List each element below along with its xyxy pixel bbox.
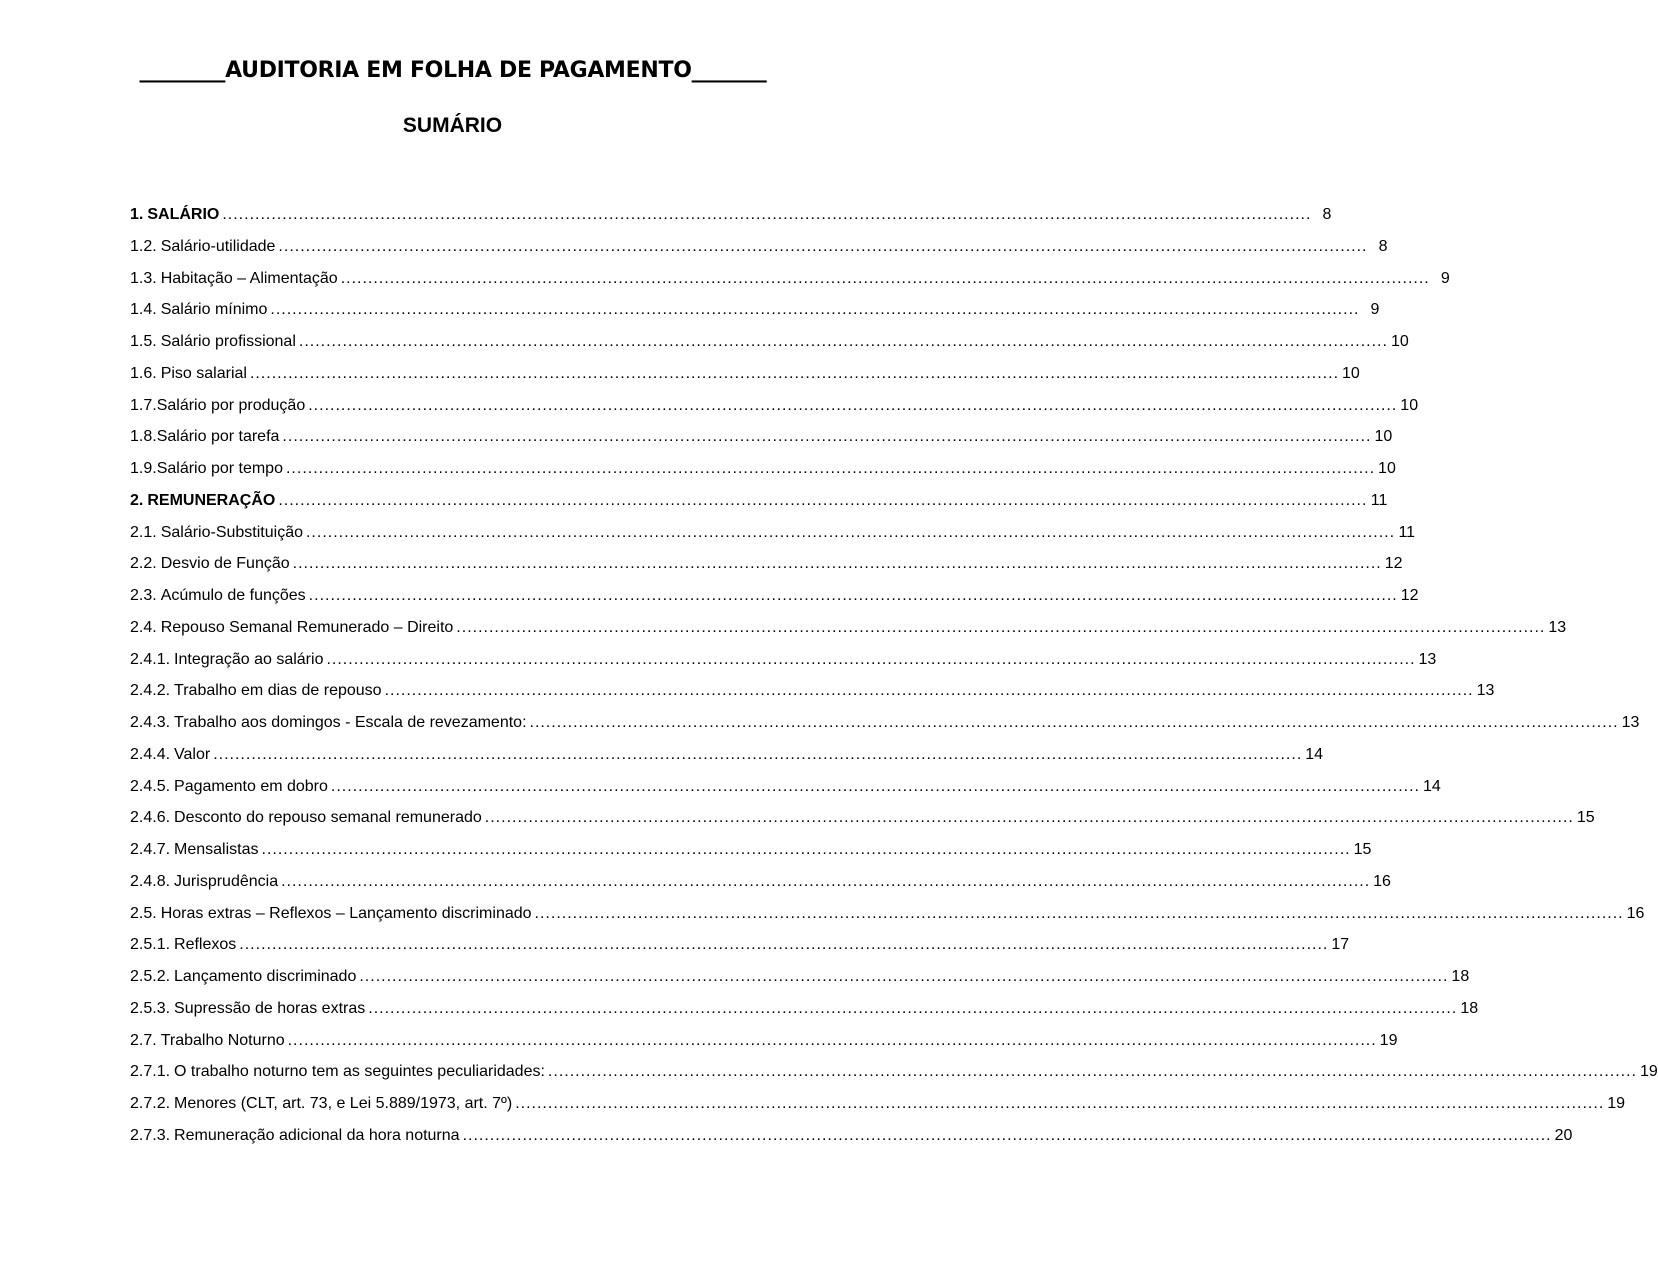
toc-entry-page: 13 [1418, 650, 1437, 668]
toc-entry-number: 2.4.1. [130, 650, 171, 668]
toc-entry[interactable] [130, 931, 1350, 963]
dot-leader: ........................................................................................................................................................................................................ [529, 714, 1619, 731]
dot-leader: ........................................................................................................................................................................................................ [213, 745, 1303, 763]
toc-entry-label: Salário por produção [156, 396, 306, 414]
dot-leader: ........................................................................................................................................................................................................ [278, 237, 1368, 255]
dot-leader: ........................................................................................................................................................................................................ [308, 396, 1398, 414]
toc-entry-label: Trabalho em dias de repouso [174, 682, 382, 700]
toc-entry-page: 11 [1370, 491, 1388, 509]
dot-leader: ........................................................................................................................................................................................................ [285, 460, 1376, 477]
dot-leader: ........................................................................................................................................................................................................ [298, 333, 1388, 350]
toc-entry-label: Integração ao salário [174, 650, 324, 668]
dot-leader: ........................................................................................................................................................................................................ [308, 587, 1398, 604]
toc-entry[interactable] [130, 836, 1372, 868]
toc-entry-label: Valor [174, 745, 211, 763]
dot-leader: ........................................................................................................................................................................................................ [282, 428, 1372, 446]
toc-entry-label: Remuneração adicional da hora noturna [174, 1126, 460, 1144]
toc-entry[interactable] [130, 995, 1479, 1027]
toc-entry[interactable] [130, 1090, 1626, 1122]
dot-leader: ........................................................................................................................................................................................................ [261, 841, 1351, 858]
dot-leader: ........................................................................................................................................................................................................ [287, 1031, 1377, 1049]
toc-entry-number: 2.7.3. [130, 1126, 171, 1144]
toc-entry-label: Jurisprudência [174, 872, 279, 890]
toc-entry-page: 19 [1639, 1063, 1658, 1081]
toc-entry[interactable] [130, 455, 1396, 487]
toc-entry-label: Salário por tarefa [156, 428, 280, 446]
toc-entry-number: 1.7. [130, 396, 157, 414]
page-title: SUMÁRIO [402, 114, 503, 137]
toc-entry[interactable] [130, 868, 1391, 900]
toc-entry[interactable] [130, 423, 1393, 455]
toc-entry-label: O trabalho noturno tem as seguintes peculiaridades: [174, 1063, 545, 1081]
toc-entry-number: 2.7.2. [130, 1095, 171, 1112]
dot-leader: ........................................................................................................................................................................................................ [249, 364, 1340, 382]
toc-entry-page: 19 [1379, 1031, 1398, 1049]
toc-entry-page: 18 [1460, 999, 1479, 1017]
toc-entry-page: 16 [1373, 872, 1391, 890]
toc-entry[interactable] [130, 741, 1324, 773]
dot-leader: ........................................................................................................................................................................................................ [340, 269, 1430, 287]
table-of-contents [130, 201, 1658, 1154]
toc-entry-number: 2.4.4. [130, 745, 171, 763]
toc-entry-number: 2.4.3. [130, 714, 171, 731]
toc-entry-number: 2.4.7. [130, 841, 171, 858]
toc-entry-label: Acúmulo de funções [160, 587, 306, 604]
toc-entry-label: Salário mínimo [160, 301, 268, 319]
toc-entry-label: Reflexos [174, 936, 237, 954]
toc-entry-number: 2.5.1. [130, 936, 171, 954]
dot-leader: ........................................................................................................................................................................................................ [292, 555, 1382, 573]
toc-entry[interactable] [130, 677, 1495, 709]
toc-entry[interactable] [130, 392, 1419, 424]
toc-entry-label: REMUNERAÇÃO [147, 491, 276, 509]
toc-entry-label: Desvio de Função [160, 555, 290, 573]
toc-entry-label: Salário profissional [160, 333, 296, 350]
toc-entry[interactable] [130, 1122, 1573, 1154]
toc-entry-label: Horas extras – Reflexos – Lançamento discriminado [160, 904, 532, 922]
toc-entry-page: 12 [1400, 587, 1419, 604]
toc-entry-number: 2.4. [130, 618, 157, 636]
dot-leader: ........................................................................................................................................................................................................ [281, 872, 1371, 890]
dot-leader: ........................................................................................................................................................................................................ [326, 650, 1416, 668]
toc-entry-page: 9 [1370, 301, 1380, 319]
toc-entry-number: 1.9. [130, 460, 157, 477]
toc-entry-page: 15 [1353, 841, 1372, 858]
dot-leader: ........................................................................................................................................................................................................ [239, 936, 1329, 954]
toc-entry-number: 2.7. [130, 1031, 157, 1049]
toc-entry-page: 10 [1342, 364, 1360, 382]
toc-entry-page: 12 [1384, 555, 1403, 573]
dot-leader: ........................................................................................................................................................................................................ [359, 968, 1449, 985]
toc-entry-number: 2.7.1. [130, 1063, 171, 1081]
toc-entry-number: 2.4.5. [130, 777, 171, 795]
toc-entry-label: Habitação – Alimentação [160, 269, 338, 287]
dot-leader: ........................................................................................................................................................................................................ [305, 523, 1396, 541]
toc-entry-number: 2.4.8. [130, 872, 171, 890]
toc-entry-label: Pagamento em dobro [174, 777, 328, 795]
toc-entry-label: Repouso Semanal Remunerado – Direito [160, 618, 454, 636]
toc-entry-page: 17 [1331, 936, 1350, 954]
toc-entry-page: 19 [1607, 1095, 1626, 1112]
toc-entry-label: Salário-utilidade [160, 237, 276, 255]
toc-entry-number: 1.5. [130, 333, 157, 350]
toc-entry-page: 9 [1440, 269, 1450, 287]
toc-entry-page: 8 [1322, 206, 1332, 223]
toc-entry-number: 2.4.2. [130, 682, 171, 700]
toc-entry[interactable] [130, 773, 1441, 805]
toc-entry[interactable] [130, 582, 1419, 614]
dot-leader: ........................................................................................................................................................................................................ [484, 809, 1574, 827]
toc-entry-number: 2.2. [130, 555, 157, 573]
toc-entry-number: 1.6. [130, 364, 157, 382]
toc-entry-label: Mensalistas [174, 841, 259, 858]
dot-leader: ........................................................................................................................................................................................................ [270, 301, 1360, 319]
dot-leader: ........................................................................................................................................................................................................ [462, 1126, 1552, 1144]
dot-leader: ........................................................................................................................................................................................................ [547, 1063, 1637, 1081]
toc-entry[interactable] [130, 360, 1360, 392]
toc-entry[interactable] [130, 804, 1595, 836]
toc-entry-page: 16 [1626, 904, 1645, 922]
toc-entry[interactable] [130, 646, 1437, 678]
toc-entry[interactable] [130, 963, 1470, 995]
dot-leader: ........................................................................................................................................................................................................ [222, 206, 1312, 223]
dot-leader: ........................................................................................................................................................................................................ [456, 618, 1546, 636]
toc-entry-page: 10 [1400, 396, 1419, 414]
toc-entry-label: Supressão de horas extras [174, 999, 366, 1017]
toc-entry-label: Trabalho aos domingos - Escala de revezamento: [174, 714, 527, 731]
toc-entry-number: 1.3. [130, 269, 157, 287]
toc-entry-page: 10 [1374, 428, 1393, 446]
toc-entry-number: 2.5.3. [130, 999, 171, 1017]
dot-leader: ........................................................................................................................................................................................................ [384, 682, 1474, 700]
toc-entry-page: 10 [1378, 460, 1396, 477]
dot-leader: ........................................................................................................................................................................................................ [368, 999, 1458, 1017]
toc-entry-number: 2.5. [130, 904, 157, 922]
toc-entry[interactable] [130, 1027, 1398, 1059]
toc-entry-page: 13 [1548, 618, 1567, 636]
toc-entry-label: Lançamento discriminado [174, 968, 357, 985]
toc-entry-label: Menores (CLT, art. 73, e Lei 5.889/1973, art. 7º) [174, 1095, 513, 1112]
toc-entry[interactable] [130, 614, 1567, 646]
toc-entry-number: 2. [130, 491, 144, 509]
toc-entry-page: 14 [1422, 777, 1441, 795]
toc-entry-number: 2.5.2. [130, 968, 171, 985]
toc-entry-page: 10 [1390, 333, 1409, 350]
dot-leader: ........................................................................................................................................................................................................ [534, 904, 1624, 922]
dot-leader: ........................................................................................................................................................................................................ [515, 1095, 1605, 1112]
toc-entry-page: 18 [1451, 968, 1470, 985]
toc-entry[interactable] [130, 550, 1403, 582]
running-header: ________AUDITORIA EM FOLHA DE PAGAMENTO_______ [139, 58, 767, 83]
toc-entry-label: Piso salarial [160, 364, 247, 382]
toc-entry-label: Salário por tempo [156, 460, 283, 477]
toc-entry-number: 1.8. [130, 428, 157, 446]
toc-entry-number: 2.1. [130, 523, 157, 541]
toc-entry[interactable] [130, 709, 1640, 741]
toc-entry-label: Desconto do repouso semanal remunerado [174, 809, 482, 827]
toc-entry-number: 1.2. [130, 237, 157, 255]
toc-entry[interactable] [130, 900, 1645, 932]
dot-leader: ........................................................................................................................................................................................................ [330, 777, 1420, 795]
dot-leader: ........................................................................................................................................................................................................ [278, 491, 1368, 509]
toc-entry-label: SALÁRIO [147, 206, 220, 223]
toc-entry-number: 2.4.6. [130, 809, 171, 827]
toc-entry[interactable] [130, 233, 1388, 265]
toc-entry-label: Trabalho Noturno [160, 1031, 285, 1049]
toc-entry-page: 15 [1576, 809, 1595, 827]
toc-entry[interactable] [130, 296, 1380, 328]
toc-entry-page: 20 [1554, 1126, 1573, 1144]
toc-entry-page: 14 [1305, 745, 1324, 763]
toc-entry-number: 2.3. [130, 587, 157, 604]
toc-entry[interactable] [130, 519, 1416, 551]
toc-entry-page: 11 [1398, 523, 1416, 541]
toc-entry[interactable] [130, 328, 1409, 360]
toc-entry[interactable] [130, 201, 1332, 233]
toc-entry-number: 1.4. [130, 301, 157, 319]
toc-entry-page: 13 [1476, 682, 1495, 700]
toc-entry[interactable] [130, 265, 1450, 297]
toc-entry-page: 13 [1621, 714, 1640, 731]
toc-entry-number: 1. [130, 206, 144, 223]
toc-entry[interactable] [130, 487, 1388, 519]
toc-entry-label: Salário-Substituição [160, 523, 303, 541]
toc-entry-page: 8 [1378, 237, 1388, 255]
toc-entry[interactable] [130, 1058, 1658, 1090]
